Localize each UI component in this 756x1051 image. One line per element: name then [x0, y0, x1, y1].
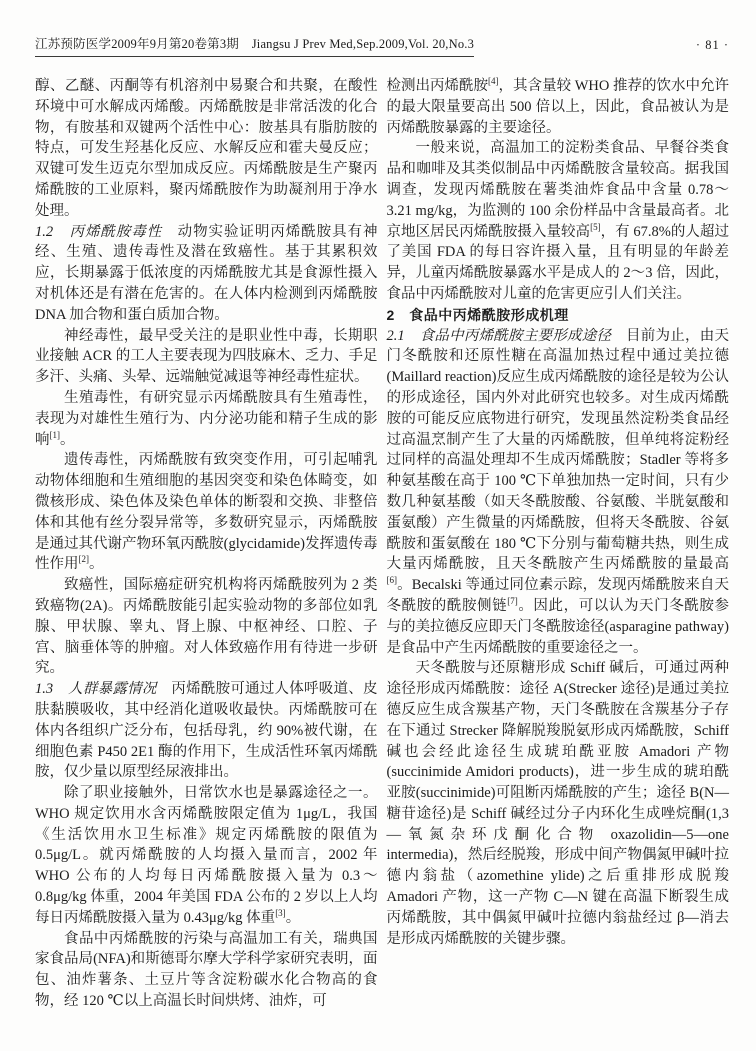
- citation-ref: [4]: [488, 76, 499, 87]
- paragraph: [35, 388, 378, 450]
- section-heading: [387, 305, 730, 326]
- paragraph: [35, 326, 378, 388]
- text-run: 致癌性，国际癌症研究机构将丙烯酰胺列为 2 类致癌物(2A)。丙烯酰胺能引起实验动物的多部位如乳腺、甲状腺、睾丸、肾上腺、中枢神经、口腔、子宫、脑垂体等的肿瘤。对人体致癌作用有待进一步研究。: [35, 577, 378, 677]
- text-run: 遗传毒性，丙烯酰胺有致突变作用，可引起哺乳动物体细胞和生殖细胞的基因突变和染色体畸变，如微核形成、染色体及染色单体的断裂和交换、非整倍体和其他有丝分裂异常等，多数研究显示，丙烯酰胺是通过其代谢产物环氧丙酰胺(glycidamide)发挥遗传毒性作用: [35, 452, 378, 573]
- paragraph: [35, 450, 378, 575]
- article-body: [35, 76, 729, 1012]
- paragraph: [35, 76, 378, 222]
- text-run: 丙烯酰胺可通过人体呼吸道、皮肤黏膜吸收，其中经消化道吸收最快。丙烯酰胺可在体内各组织广泛分布，包括母乳，约 90%被代谢，在细胞色素 P450 2E1 酶的作用下，生成活性环氧丙烯酰胺，仅少量以原型经尿液排出。: [35, 681, 378, 781]
- citation-ref: [3]: [275, 908, 286, 919]
- text-run: 。Becalski 等通过同位素示踪，发现丙烯酰胺来自天冬酰胺的酰胺侧链: [386, 577, 729, 614]
- citation-ref: [7]: [507, 596, 518, 607]
- text-run: 动物实验证明丙烯酰胺具有神经、生殖、遗传毒性及潜在致癌性。基于其累积效应，长期暴露于低浓度的丙烯酰胺尤其是食源性摄入对机体还是有潜在危害的。在人体内检测到丙烯酰胺 DNA 加合物和蛋白质加合物。: [35, 223, 378, 323]
- text-run: 醇、乙醚、丙酮等有机溶剂中易聚合和共聚，在酸性环境中可水解成丙烯酸。丙烯酰胺是非常活泼的化合物，有胺基和双键两个活性中心：胺基具有脂肪胺的特点，可发生羟基化反应、水解反应和霍夫曼反应；双键可发生迈克尔型加成反应。丙烯酰胺是生产聚丙烯酰胺的工业原料，聚丙烯酰胺作为助凝剂用于净水处理。: [35, 78, 378, 219]
- text-run: 神经毒性，最早受关注的是职业性中毒，长期职业接触 ACR 的工人主要表现为四肢麻木、乏力、手足多汗、头痛、头晕、远端触觉减退等神经毒性症状。: [35, 327, 378, 386]
- paragraph: [35, 929, 378, 1012]
- citation-ref: [5]: [590, 221, 601, 232]
- page-number: · 81 ·: [695, 38, 729, 52]
- paragraph: [387, 76, 730, 138]
- text-run: 。: [60, 431, 75, 448]
- text-run: 2 食品中丙烯酰胺形成机理: [386, 306, 569, 323]
- page-header: [35, 34, 729, 57]
- paragraph: [35, 783, 378, 929]
- paragraph: [387, 658, 730, 949]
- citation-ref: [2]: [78, 554, 89, 565]
- paragraph: [35, 575, 378, 679]
- text-run: 。因此，可以认为天门冬酰胺参与的美拉德反应即天门冬酰胺途径(asparagine pathway)是食品中产生丙烯酰胺的重要途径之一。: [386, 597, 730, 656]
- text-run: 。: [285, 909, 301, 926]
- left-column: [35, 76, 378, 1012]
- journal-citation: 江苏预防医学2009年9月第20卷第3期 Jiangsu J Prev Med,Sep.2009,Vol. 20,No.3: [35, 34, 474, 57]
- subsection-heading: 1.2 丙烯酰胺毒性: [35, 223, 163, 240]
- text-run: 食品中丙烯酰胺的污染与高温加工有关，瑞典国家食品局(NFA)和斯德哥尔摩大学科学家研究表明，面包、油炸薯条、土豆片等含淀粉碳水化合物高的食物，经 120 ℃以上高温长时间烘烤、油炸，可: [35, 930, 378, 1010]
- right-column: [387, 76, 730, 1012]
- text-run: ，有 67.8%的人超过了美国 FDA 的每日容许摄入量，且有明显的年龄差异，儿童丙烯酰胺暴露水平是成人的 2～3 倍，因此，食品中丙烯酰胺对儿童的危害更应引人们关注。: [386, 223, 730, 302]
- text-run: 天冬酰胺与还原糖形成 Schiff 碱后，可通过两种途径形成丙烯酰胺：途径 A(Strecker 途径)是通过美拉德反应生成含羰基产物，天门冬酰胺在含羰基分子存在下通过 Strecker 降解脱羧脱氨形成丙烯酰胺，Schiff 碱也会经此途径生成琥珀酰亚胺 Amadori 产物(succinimide Amidori products)，进一步生成的琥珀酰亚胺(succinimide)可阻断丙烯酰胺的产生；途径 B(N—糖苷途径)是 Schiff 碱经过分子内环化生成唑烷酮(1,3—氧氮杂环戊酮化合物 oxazolidin—5—one intermedia)，然后经脱羧，形成中间产物偶氮甲碱叶拉德内翁盐（azomethine ylide)之后重排形成脱羧 Amadori 产物，这一产物 C—N 键在高温下断裂生成丙烯酰胺，其中偶氮甲碱叶拉德内翁盐经过 β—消去是形成丙烯酰胺的关键步骤。: [386, 660, 729, 947]
- text-run: 目前为止，由天门冬酰胺和还原性糖在高温加热过程中通过美拉德(Maillard reaction)反应生成丙烯酰胺的途径是较为公认的形成途径，国内外对此研究也较多。对生成丙烯酰胺的可能反应底物进行研究，发现虽然淀粉类食品经过高温烹制产生了大量的丙烯酰胺，但单纯将淀粉经过同样的高温处理却不生成丙烯酰胺；Stadler 等将多种氨基酸在高于 100 ℃下单独加热一定时间，只有少数几种氨基酸（如天冬酰胺酸、谷氨酸、半胱氨酸和蛋氨酸）产生微量的丙烯酰胺，但将天冬酰胺、谷氨酰胺和蛋氨酸在 180 ℃下分别与葡萄糖共热，则生成大量丙烯酰胺，且天冬酰胺产生丙烯酰胺的量最高: [386, 327, 730, 573]
- paragraph: [35, 679, 378, 783]
- text-run: ，其含量较 WHO 推荐的饮水中允许的最大限量要高出 500 倍以上，因此，食品被认为是丙烯酰胺暴露的主要途径。: [386, 78, 729, 136]
- text-run: 一般来说，高温加工的淀粉类食品、早餐谷类食品和咖啡及其类似制品中丙烯酰胺含量较高。据我国调查，发现丙烯酰胺在薯类油炸食品中含量 0.78～3.21 mg/kg，为监测的 100 余份样品中含量最高者。北京地区居民丙烯酰胺摄入量较高: [386, 140, 729, 240]
- subsection-heading: 2.1 食品中丙烯酰胺主要形成途径: [386, 327, 612, 344]
- text-run: 除了职业接触外，日常饮水也是暴露途径之一。WHO 规定饮用水含丙烯酰胺限定值为 1μg/L，我国《生活饮用水卫生标准》规定丙烯酰胺的限值为 0.5μg/L。就丙烯酰胺的人均摄入量而言，2002 年 WHO 公布的人均每日丙烯酰胺摄入量为 0.3～0.8μg/kg 体重，2004 年美国 FDA 公布的 2 岁以上人均每日丙烯酰胺摄入量为 0.43μg/kg 体重: [35, 785, 378, 926]
- text-run: 。: [89, 556, 104, 573]
- paragraph: [387, 138, 730, 304]
- text-run: 检测出丙烯酰胺: [386, 78, 489, 94]
- text-run: 生殖毒性，有研究显示丙烯酰胺具有生殖毒性，表现为对雄性生殖行为、内分泌功能和精子生成的影响: [35, 389, 378, 448]
- subsection-heading: 1.3 人群暴露情况: [35, 681, 157, 698]
- citation-ref: [6]: [386, 575, 397, 586]
- citation-ref: [1]: [49, 429, 60, 440]
- paragraph: [387, 326, 730, 659]
- paragraph: [35, 222, 378, 326]
